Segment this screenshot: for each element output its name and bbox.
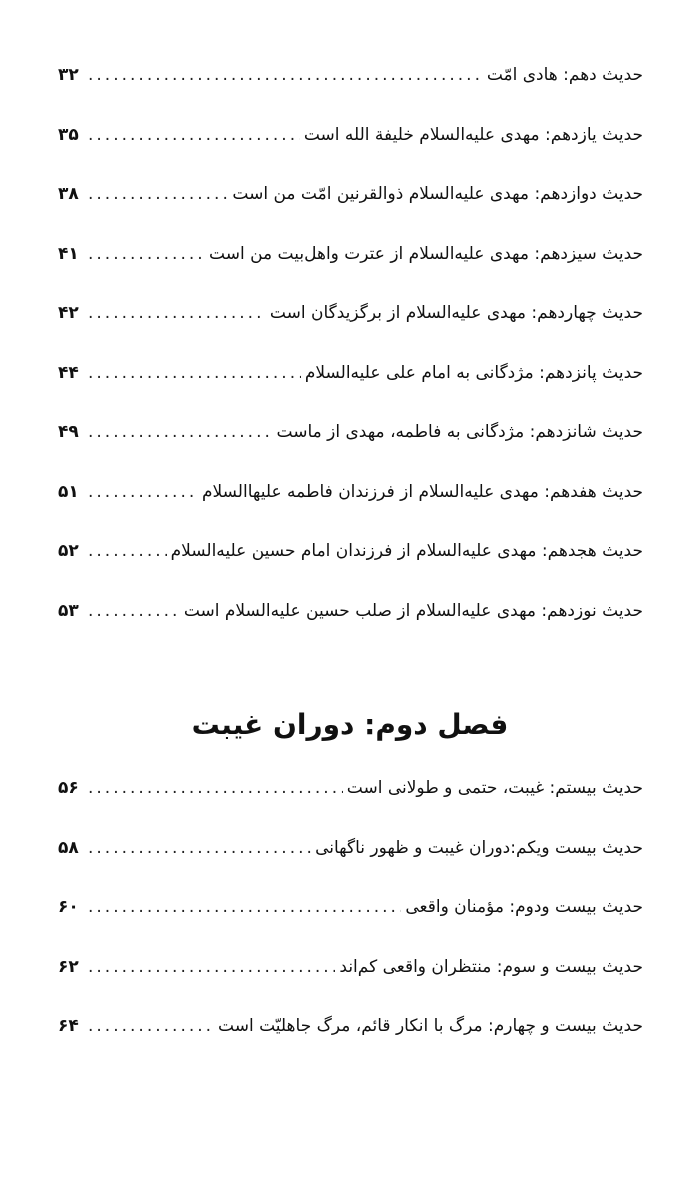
toc-leader-dots — [88, 412, 273, 452]
toc-entry-page: ۴۹ — [58, 422, 79, 442]
toc-entry-page: ۳۲ — [58, 65, 79, 85]
toc-entry[interactable] — [58, 472, 643, 532]
toc-leader-dots — [88, 115, 300, 155]
toc-leader-dots — [88, 472, 198, 512]
toc-entry-title: حدیث چهاردهم: مهدی عليه‌السلام از برگزیدگان است — [269, 303, 643, 323]
toc-entry[interactable] — [58, 293, 643, 353]
toc-entry-title: حدیث دوازدهم: مهدی عليه‌السلام ذوالقرنین امّت من است — [232, 184, 643, 204]
toc-list-part1 — [58, 55, 643, 650]
toc-leader-dots — [88, 947, 335, 987]
toc-entry-page: ۵۱ — [58, 481, 79, 502]
toc-entry-page: ۴۲ — [58, 303, 79, 323]
toc-entry-title: حدیث شانزدهم: مژدگانی به فاطمه، مهدی از ماست — [276, 422, 643, 442]
toc-entry[interactable] — [58, 353, 643, 413]
toc-entry[interactable] — [58, 55, 643, 115]
toc-entry-title: حدیث بیست و چهارم: مرگ با انکار قائم، مرگ جاهلیّت است — [218, 1016, 643, 1036]
toc-leader-dots — [88, 828, 311, 868]
toc-entry-page: ۶۴ — [58, 1016, 79, 1036]
toc-entry-title: حدیث سیزدهم: مهدی عليه‌السلام از عترت واهل‌بیت من است — [209, 243, 643, 264]
toc-entry-page: ۴۴ — [58, 362, 79, 383]
toc-entry[interactable] — [58, 947, 643, 1007]
toc-entry-title: حدیث دهم: هادی امّت — [486, 65, 643, 85]
toc-leader-dots — [88, 531, 167, 571]
toc-leader-dots — [88, 353, 301, 393]
toc-leader-dots — [88, 234, 205, 274]
toc-entry[interactable] — [58, 412, 643, 472]
toc-entry-page: ۵۶ — [58, 778, 79, 798]
toc-entry-title: حدیث هفدهم: مهدی عليه‌السلام از فرزندان فاطمه عليهاالسلام — [201, 481, 643, 502]
toc-entry-page: ۶۲ — [58, 956, 79, 977]
toc-entry-title: حدیث یازدهم: مهدی عليه‌السلام خلیفة الله است — [303, 124, 643, 145]
toc-entry-page: ۳۸ — [58, 184, 79, 204]
toc-entry[interactable] — [58, 1006, 643, 1066]
toc-entry[interactable] — [58, 234, 643, 294]
toc-entry[interactable] — [58, 768, 643, 828]
toc-entry-title: حدیث هجدهم: مهدی عليه‌السلام از فرزندان امام حسین عليه‌السلام — [170, 541, 643, 561]
toc-entry-page: ۴۱ — [58, 243, 79, 264]
toc-entry-page: ۶۰ — [58, 897, 79, 917]
toc-leader-dots — [88, 1006, 214, 1046]
toc-entry-page: ۵۸ — [58, 837, 79, 858]
toc-entry[interactable] — [58, 591, 643, 651]
toc-entry-title: حدیث بیست ویکم:دوران غیبت و ظهور ناگهانی — [315, 837, 643, 858]
toc-entry-page: ۳۵ — [58, 124, 79, 145]
toc-entry-title: حدیث پانزدهم: مژدگانی به امام علی عليه‌السلام — [304, 362, 643, 383]
section-heading: فصل دوم: دوران غیبت — [191, 708, 509, 741]
toc-entry-title: حدیث بیست ودوم: مؤمنان واقعی — [405, 897, 643, 917]
toc-entry[interactable] — [58, 828, 643, 888]
toc-leader-dots — [88, 887, 401, 927]
toc-leader-dots — [88, 293, 266, 333]
toc-leader-dots — [88, 768, 343, 808]
toc-leader-dots — [88, 591, 180, 631]
toc-entry-title: حدیث بیست و سوم: منتظران واقعی کم‌اند — [339, 956, 643, 977]
toc-entry[interactable] — [58, 531, 643, 591]
toc-leader-dots — [88, 174, 228, 214]
toc-entry-title: حدیث بیستم: غیبت، حتمی و طولانی است — [346, 778, 643, 798]
toc-entry[interactable] — [58, 174, 643, 234]
toc-entry-page: ۵۲ — [58, 541, 79, 561]
toc-entry[interactable] — [58, 887, 643, 947]
toc-list-part2 — [58, 768, 643, 1066]
toc-leader-dots — [88, 55, 483, 95]
toc-entry-title: حدیث نوزدهم: مهدی عليه‌السلام از صلب حسین عليه‌السلام است — [183, 600, 643, 621]
toc-entry[interactable] — [58, 115, 643, 175]
toc-entry-page: ۵۳ — [58, 600, 79, 621]
